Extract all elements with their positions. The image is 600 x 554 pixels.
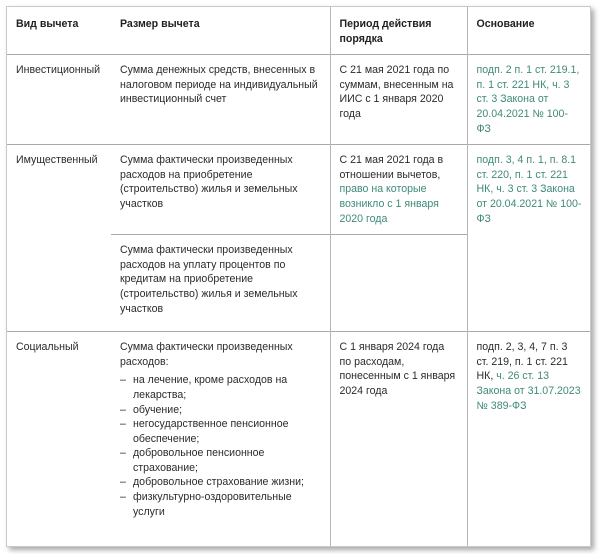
basis-text: подп. 2, 3, 4, 7 п. 3 ст. 219, п. 1 ст. 221 НК, xyxy=(476,341,568,383)
deductions-table xyxy=(7,7,590,547)
deductions-table-card xyxy=(6,6,591,547)
table-row xyxy=(7,332,590,547)
period-link[interactable]: право на которые возникло с 1 января 2020 года xyxy=(339,183,439,225)
header-size: Размер вычета xyxy=(120,18,200,30)
cell-size-second: Сумма фактически произведенных расходов на уплату процентов по кредитам на приобретение (строительство) жилья и земельных участков xyxy=(111,235,330,332)
cell-basis-link[interactable]: подп. 3, 4 п. 1, п. 8.1 ст. 220, п. 1 ст. 221 НК, ч. 3 ст. 3 Закона от 20.04.2021 № 100-ФЗ xyxy=(467,145,590,235)
table-row xyxy=(7,145,590,235)
list-item: – физкультурно-оздоровительные услуги xyxy=(120,490,322,519)
expense-list xyxy=(120,373,322,519)
cell-basis xyxy=(467,332,590,547)
period-text: С 21 мая 2021 года в отношении вычетов, xyxy=(339,154,444,181)
cell-period: С 21 мая 2021 года по суммам, внесенным на ИИС с 1 января 2020 года xyxy=(330,55,467,145)
header-row xyxy=(7,7,590,55)
basis-link[interactable]: ч. 26 ст. 13 Закона от 31.07.2023 № 389-ФЗ xyxy=(476,370,581,412)
cell-size xyxy=(111,332,330,547)
table-row xyxy=(7,55,590,145)
cell-period: С 1 января 2024 года по расходам, понесенным с 1 января 2024 года xyxy=(330,332,467,547)
cell-period xyxy=(330,145,467,235)
cell-type: Инвестиционный xyxy=(7,55,111,145)
header-basis: Основание xyxy=(467,7,590,55)
cell-type: Социальный xyxy=(7,332,111,547)
list-item: – негосударственное пенсионное обеспечение; xyxy=(120,417,322,446)
size-intro: Сумма фактически произведенных расходов: xyxy=(120,341,293,368)
list-item: – добровольное страхование жизни; xyxy=(120,475,322,490)
list-item: – на лечение, кроме расходов на лекарства; xyxy=(120,373,322,402)
cell-empty xyxy=(467,235,590,332)
cell-size: Сумма денежных средств, внесенных в налоговом периоде на индивидуальный инвестиционный счет xyxy=(111,55,330,145)
cell-basis-link[interactable]: подп. 2 п. 1 ст. 219.1, п. 1 ст. 221 НК, ч. 3 ст. 3 Закона от 20.04.2021 № 100-ФЗ xyxy=(467,55,590,145)
list-item: – обучение; xyxy=(120,403,322,418)
cell-size: Сумма фактически произведенных расходов на приобретение (строительство) жилья и земельных участков xyxy=(111,145,330,235)
cell-empty xyxy=(330,235,467,332)
header-period: Период действия порядка xyxy=(330,7,467,55)
list-item: – добровольное пенсионное страхование; xyxy=(120,446,322,475)
cell-type: Имущественный xyxy=(7,145,111,332)
header-type: Вид вычета xyxy=(16,18,79,30)
